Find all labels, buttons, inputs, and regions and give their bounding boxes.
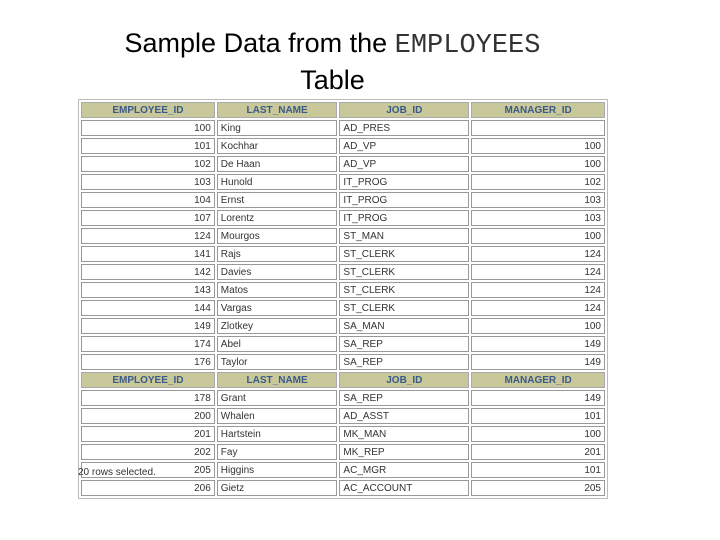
last-name-cell: Vargas (217, 300, 338, 316)
job-id-cell: AD_VP (339, 138, 469, 154)
header-row-repeat (81, 372, 605, 388)
employee-id-cell: 143 (81, 282, 215, 298)
manager-id-cell: 103 (471, 210, 605, 226)
last-name-cell: Hunold (217, 174, 338, 190)
employee-id-cell: 174 (81, 336, 215, 352)
job-id-cell: AC_MGR (339, 462, 469, 478)
table-row (81, 210, 605, 226)
job-id-cell: IT_PROG (339, 174, 469, 190)
col-header-manager-id: MANAGER_ID (471, 102, 605, 118)
rows-selected-message: 20 rows selected. (78, 467, 156, 478)
employee-id-cell: 206 (81, 480, 215, 496)
last-name-cell: Gietz (217, 480, 338, 496)
employee-id-cell: 149 (81, 318, 215, 334)
job-id-cell: SA_REP (339, 354, 469, 370)
last-name-cell: Kochhar (217, 138, 338, 154)
last-name-cell: Whalen (217, 408, 338, 424)
employee-id-cell: 102 (81, 156, 215, 172)
employee-id-cell: 178 (81, 390, 215, 406)
manager-id-cell: 101 (471, 462, 605, 478)
job-id-cell: AC_ACCOUNT (339, 480, 469, 496)
manager-id-cell: 102 (471, 174, 605, 190)
col-header-last-name: LAST_NAME (217, 372, 338, 388)
employee-id-cell: 176 (81, 354, 215, 370)
last-name-cell: Hartstein (217, 426, 338, 442)
table-row (81, 156, 605, 172)
employee-id-cell: 200 (81, 408, 215, 424)
table-row (81, 246, 605, 262)
employee-id-cell: 141 (81, 246, 215, 262)
employee-id-cell: 144 (81, 300, 215, 316)
job-id-cell: ST_CLERK (339, 282, 469, 298)
table-row (81, 282, 605, 298)
job-id-cell: ST_CLERK (339, 300, 469, 316)
employee-id-cell: 101 (81, 138, 215, 154)
table-row (81, 354, 605, 370)
title-text: Sample Data from the (124, 28, 395, 58)
col-header-last-name: LAST_NAME (217, 102, 338, 118)
last-name-cell: Matos (217, 282, 338, 298)
last-name-cell: Davies (217, 264, 338, 280)
job-id-cell: AD_VP (339, 156, 469, 172)
last-name-cell: Ernst (217, 192, 338, 208)
job-id-cell: ST_MAN (339, 228, 469, 244)
employees-table (78, 99, 608, 499)
employee-id-cell: 201 (81, 426, 215, 442)
employee-id-cell: 142 (81, 264, 215, 280)
job-id-cell: SA_REP (339, 336, 469, 352)
manager-id-cell: 101 (471, 408, 605, 424)
table-row (81, 390, 605, 406)
last-name-cell: Higgins (217, 462, 338, 478)
manager-id-cell: 201 (471, 444, 605, 460)
job-id-cell: SA_MAN (339, 318, 469, 334)
last-name-cell: Grant (217, 390, 338, 406)
job-id-cell: AD_PRES (339, 120, 469, 136)
table-row (81, 408, 605, 424)
manager-id-cell: 100 (471, 156, 605, 172)
employee-id-cell: 124 (81, 228, 215, 244)
last-name-cell: Fay (217, 444, 338, 460)
job-id-cell: AD_ASST (339, 408, 469, 424)
page-title (0, 26, 665, 97)
col-header-employee-id: EMPLOYEE_ID (81, 102, 215, 118)
employee-id-cell: 107 (81, 210, 215, 226)
manager-id-cell: 100 (471, 228, 605, 244)
job-id-cell: ST_CLERK (339, 246, 469, 262)
last-name-cell: Abel (217, 336, 338, 352)
manager-id-cell (471, 120, 605, 136)
table-row (81, 228, 605, 244)
last-name-cell: Lorentz (217, 210, 338, 226)
last-name-cell: Mourgos (217, 228, 338, 244)
manager-id-cell: 149 (471, 354, 605, 370)
manager-id-cell: 124 (471, 246, 605, 262)
table-row (81, 462, 605, 478)
job-id-cell: SA_REP (339, 390, 469, 406)
table-row (81, 336, 605, 352)
manager-id-cell: 100 (471, 426, 605, 442)
table-row (81, 174, 605, 190)
table-row (81, 264, 605, 280)
manager-id-cell: 149 (471, 336, 605, 352)
employee-id-cell: 100 (81, 120, 215, 136)
last-name-cell: De Haan (217, 156, 338, 172)
manager-id-cell: 205 (471, 480, 605, 496)
manager-id-cell: 124 (471, 264, 605, 280)
employee-id-cell: 103 (81, 174, 215, 190)
table-row (81, 426, 605, 442)
employee-id-cell: 104 (81, 192, 215, 208)
job-id-cell: IT_PROG (339, 210, 469, 226)
table-row (81, 318, 605, 334)
table-row (81, 192, 605, 208)
col-header-job-id: JOB_ID (339, 102, 469, 118)
col-header-job-id: JOB_ID (339, 372, 469, 388)
job-id-cell: IT_PROG (339, 192, 469, 208)
manager-id-cell: 149 (471, 390, 605, 406)
title-text-2: Table (300, 65, 365, 95)
table-row (81, 480, 605, 496)
table-row (81, 300, 605, 316)
manager-id-cell: 124 (471, 300, 605, 316)
col-header-employee-id: EMPLOYEE_ID (81, 372, 215, 388)
last-name-cell: Zlotkey (217, 318, 338, 334)
employee-id-cell: 202 (81, 444, 215, 460)
table-row (81, 138, 605, 154)
last-name-cell: Rajs (217, 246, 338, 262)
last-name-cell: King (217, 120, 338, 136)
job-id-cell: ST_CLERK (339, 264, 469, 280)
header-row (81, 102, 605, 118)
manager-id-cell: 103 (471, 192, 605, 208)
job-id-cell: MK_REP (339, 444, 469, 460)
manager-id-cell: 124 (471, 282, 605, 298)
employee-id-cell: 205 (81, 462, 215, 478)
job-id-cell: MK_MAN (339, 426, 469, 442)
col-header-manager-id: MANAGER_ID (471, 372, 605, 388)
title-table-name: EMPLOYEES (394, 31, 541, 61)
last-name-cell: Taylor (217, 354, 338, 370)
manager-id-cell: 100 (471, 318, 605, 334)
table-row (81, 444, 605, 460)
manager-id-cell: 100 (471, 138, 605, 154)
table-row (81, 120, 605, 136)
